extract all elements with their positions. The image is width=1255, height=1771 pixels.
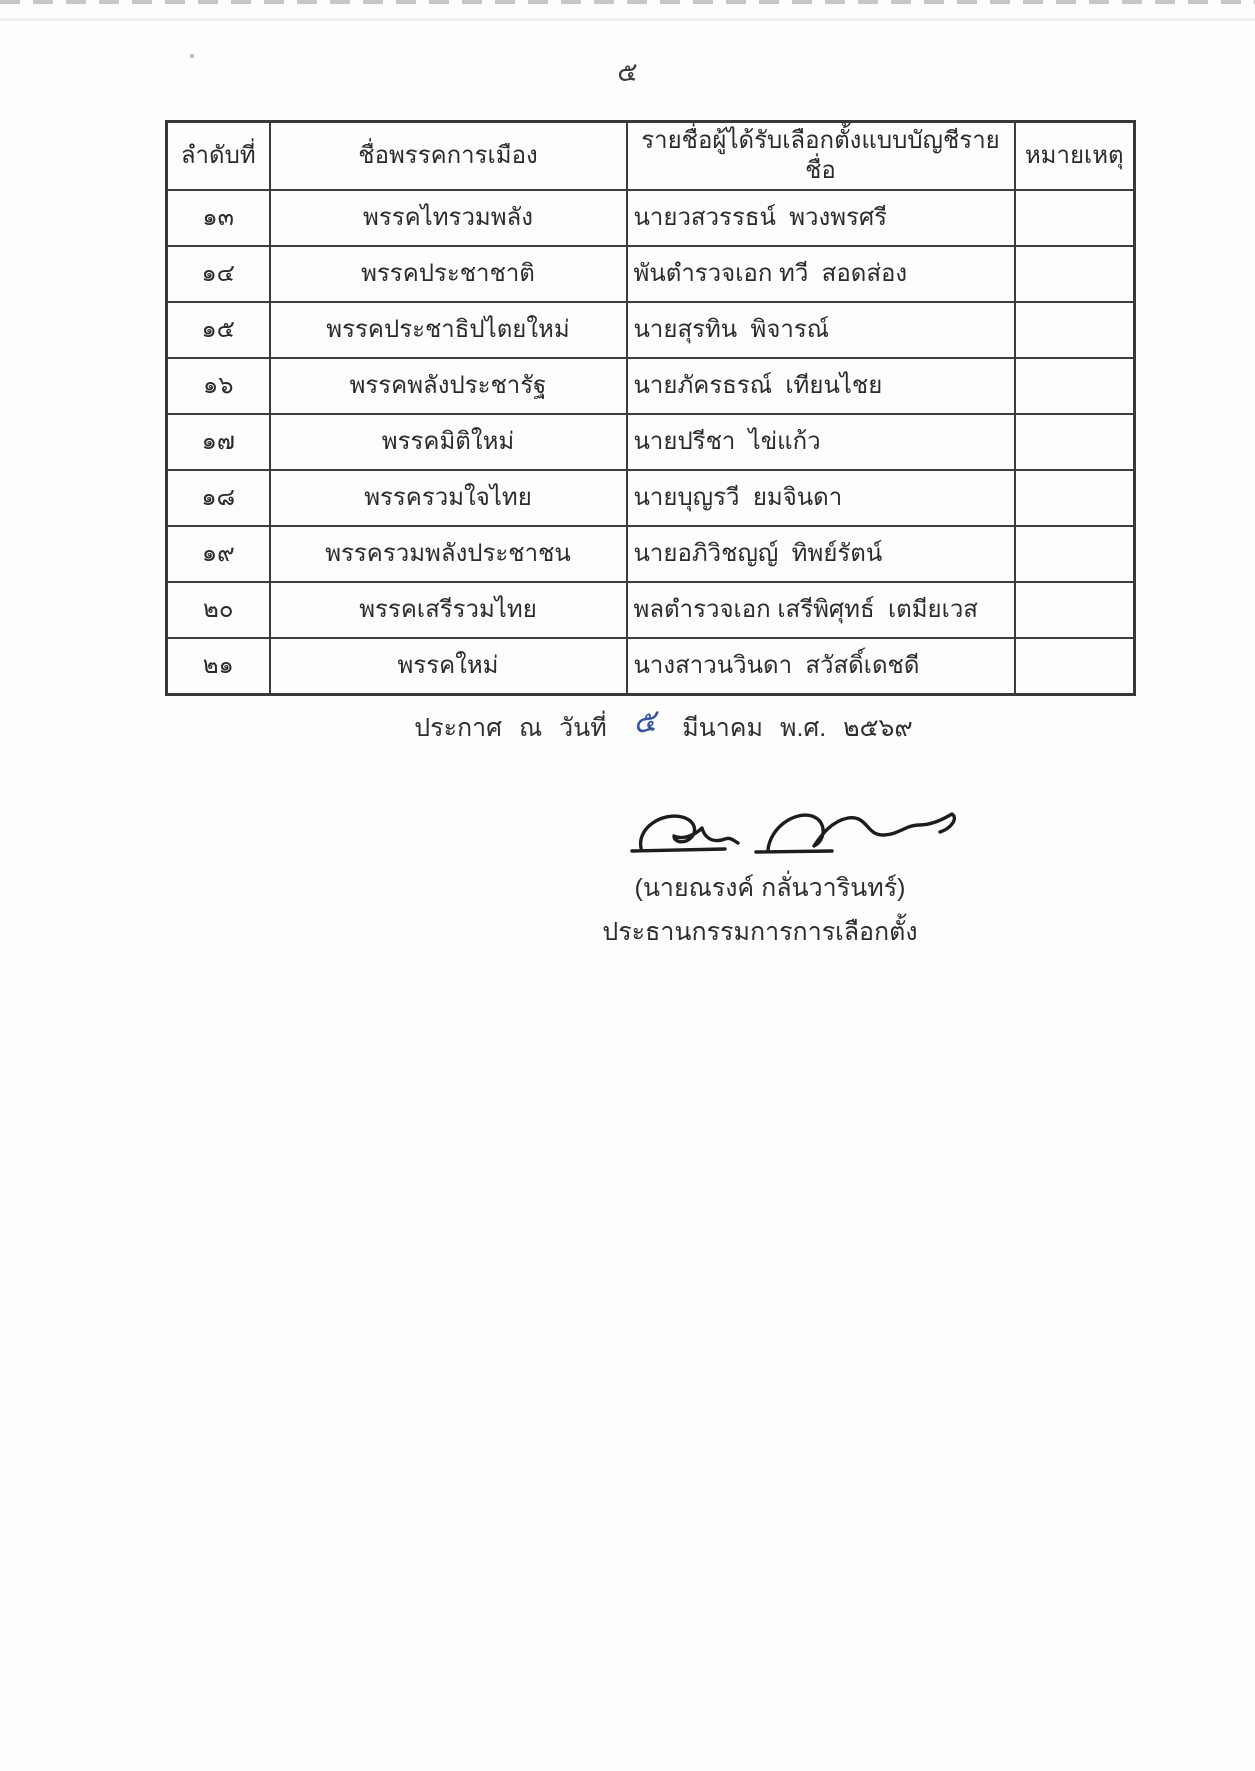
cell-order-number: ๒๑	[167, 638, 270, 695]
announcement-suffix: มีนาคม พ.ศ. ๒๕๖๙	[682, 714, 913, 742]
cell-remarks	[1015, 638, 1135, 695]
table-row	[167, 526, 1135, 582]
announcement-date-line	[36, 698, 1255, 748]
signatory-name: (นายณรงค์ กลั่นวารินทร์)	[634, 874, 906, 902]
header-party-name: ชื่อพรรคการเมือง	[270, 122, 627, 191]
cell-remarks	[1015, 582, 1135, 638]
cell-party-name: พรรคประชาชาติ	[270, 246, 627, 302]
cell-order-number: ๑๙	[167, 526, 270, 582]
header-remarks: หมายเหตุ	[1015, 122, 1135, 191]
cell-candidate: นายบุญรวี ยมจินดา	[627, 470, 1015, 526]
cell-candidate: นายวสวรรธน์ พวงพรศรี	[627, 190, 1015, 246]
cell-candidate: นางสาวนวินดา สวัสดิ์เดชดี	[627, 638, 1015, 695]
cell-party-name: พรรคใหม่	[270, 638, 627, 695]
cell-candidate: นายภัครธรณ์ เทียนไชย	[627, 358, 1015, 414]
signature-icon	[628, 798, 963, 860]
table-row	[167, 302, 1135, 358]
table-row	[167, 638, 1135, 695]
table-row	[167, 246, 1135, 302]
cell-party-name: พรรคมิติใหม่	[270, 414, 627, 470]
cell-party-name: พรรคไทรวมพลัง	[270, 190, 627, 246]
scan-edge-artifact	[0, 0, 1255, 4]
cell-order-number: ๑๓	[167, 190, 270, 246]
handwritten-day-number: ๕	[630, 702, 658, 741]
announcement-prefix: ประกาศ ณ วันที่	[414, 714, 607, 742]
cell-party-name: พรรครวมใจไทย	[270, 470, 627, 526]
cell-candidate: พันตำรวจเอก ทวี สอดส่อง	[627, 246, 1015, 302]
header-elected-candidate: รายชื่อผู้ได้รับเลือกตั้งแบบบัญชีรายชื่อ	[627, 122, 1015, 191]
cell-candidate: พลตำรวจเอก เสรีพิศุทธ์ เตมียเวส	[627, 582, 1015, 638]
results-table-container	[165, 120, 1136, 696]
cell-candidate: นายสุรทิน พิจารณ์	[627, 302, 1015, 358]
table-row	[167, 414, 1135, 470]
cell-remarks	[1015, 414, 1135, 470]
cell-party-name: พรรคประชาธิปไตยใหม่	[270, 302, 627, 358]
cell-order-number: ๑๗	[167, 414, 270, 470]
cell-candidate: นายอภิวิชญญ์ ทิพย์รัตน์	[627, 526, 1015, 582]
cell-order-number: ๑๖	[167, 358, 270, 414]
party-list-results-table	[165, 120, 1136, 696]
cell-remarks	[1015, 526, 1135, 582]
table-row	[167, 190, 1135, 246]
header-order-number: ลำดับที่	[167, 122, 270, 191]
cell-party-name: พรรครวมพลังประชาชน	[270, 526, 627, 582]
cell-remarks	[1015, 246, 1135, 302]
signatory-title: ประธานกรรมการการเลือกตั้ง	[602, 918, 918, 946]
cell-remarks	[1015, 190, 1135, 246]
cell-remarks	[1015, 358, 1135, 414]
table-row	[167, 582, 1135, 638]
cell-party-name: พรรคพลังประชารัฐ	[270, 358, 627, 414]
cell-candidate: นายปรีชา ไข่แก้ว	[627, 414, 1015, 470]
table-header-row	[167, 122, 1135, 191]
cell-remarks	[1015, 470, 1135, 526]
table-row	[167, 358, 1135, 414]
table-row	[167, 470, 1135, 526]
table-body	[167, 190, 1135, 695]
cell-order-number: ๑๔	[167, 246, 270, 302]
cell-order-number: ๑๘	[167, 470, 270, 526]
cell-order-number: ๒๐	[167, 582, 270, 638]
cell-party-name: พรรคเสรีรวมไทย	[270, 582, 627, 638]
page-number: ๕	[617, 57, 638, 87]
cell-order-number: ๑๕	[167, 302, 270, 358]
cell-remarks	[1015, 302, 1135, 358]
scan-band-artifact	[0, 18, 1255, 21]
